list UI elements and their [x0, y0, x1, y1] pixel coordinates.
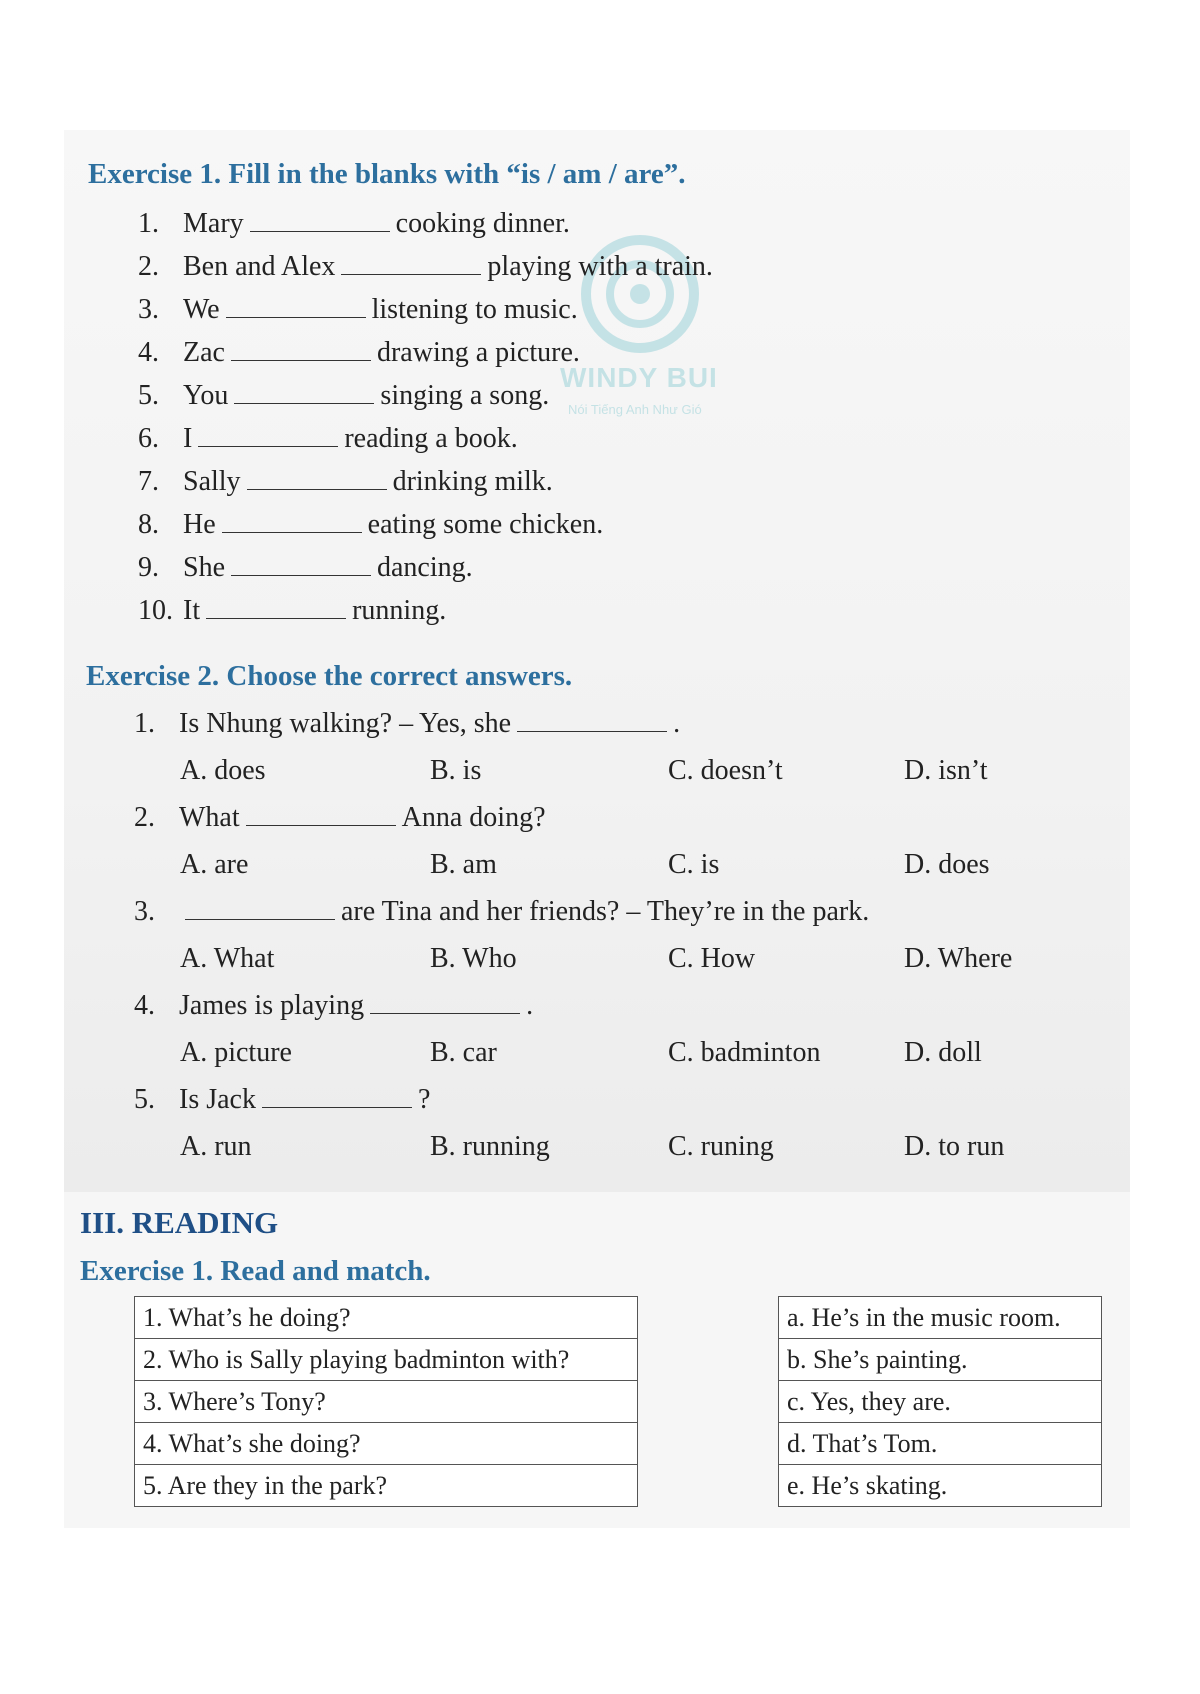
- answer-option[interactable]: C. is: [668, 849, 720, 880]
- exercise-1-item: [138, 593, 446, 629]
- exercise-2-question: [134, 894, 869, 930]
- questions-table: [134, 1296, 638, 1507]
- answer-blank[interactable]: [246, 801, 396, 826]
- question-text-after: .: [673, 708, 681, 739]
- item-text-before: I: [183, 423, 193, 454]
- exercise-1-item: [138, 464, 553, 500]
- table-row: [135, 1423, 638, 1465]
- question-text-before: Is Nhung walking? – Yes, she: [179, 708, 512, 739]
- item-text-after: drinking milk.: [392, 466, 553, 497]
- match-question-cell: 4. What’s she doing?: [135, 1423, 638, 1465]
- table-row: [779, 1423, 1102, 1465]
- question-number: 5.: [134, 1084, 155, 1115]
- item-text-before: It: [183, 595, 201, 626]
- answer-blank[interactable]: [247, 465, 387, 490]
- match-question-cell: 5. Are they in the park?: [135, 1465, 638, 1507]
- answer-option[interactable]: D. to run: [904, 1131, 1005, 1162]
- match-answer-cell: c. Yes, they are.: [779, 1381, 1102, 1423]
- item-text-after: singing a song.: [380, 380, 550, 411]
- match-question-cell: 2. Who is Sally playing badminton with?: [135, 1339, 638, 1381]
- item-number: 10.: [138, 595, 173, 626]
- item-number: 5.: [138, 380, 159, 411]
- answer-blank[interactable]: [198, 422, 338, 447]
- answer-blank[interactable]: [231, 551, 371, 576]
- answer-option[interactable]: A. are: [180, 849, 249, 880]
- item-number: 7.: [138, 466, 159, 497]
- answer-blank[interactable]: [517, 707, 667, 732]
- exercise-1-item: [138, 550, 473, 586]
- answer-option[interactable]: B. am: [430, 849, 497, 880]
- exercise-1-item: [138, 378, 549, 414]
- table-row: [779, 1381, 1102, 1423]
- answer-option[interactable]: A. run: [180, 1131, 252, 1162]
- exercise-1-item: [138, 292, 578, 328]
- item-text-before: Ben and Alex: [183, 251, 336, 282]
- item-number: 8.: [138, 509, 159, 540]
- question-text-after: .: [526, 990, 534, 1021]
- question-text-before: Is Jack: [179, 1084, 256, 1115]
- table-row: [779, 1339, 1102, 1381]
- watermark-brand: WINDY BUI: [560, 362, 718, 393]
- item-number: 4.: [138, 337, 159, 368]
- question-number: 3.: [134, 896, 155, 927]
- answers-table: [778, 1296, 1102, 1507]
- question-text-before: What: [179, 802, 240, 833]
- item-text-before: She: [183, 552, 225, 583]
- item-number: 2.: [138, 251, 159, 282]
- match-answer-cell: d. That’s Tom.: [779, 1423, 1102, 1465]
- exercise-1-item: [138, 335, 580, 371]
- item-number: 1.: [138, 208, 159, 239]
- answer-option[interactable]: A. picture: [180, 1037, 292, 1068]
- answer-option[interactable]: B. Who: [430, 943, 517, 974]
- item-text-after: reading a book.: [344, 423, 518, 454]
- item-text-before: You: [183, 380, 229, 411]
- match-answer-cell: b. She’s painting.: [779, 1339, 1102, 1381]
- table-row: [135, 1465, 638, 1507]
- answer-option[interactable]: C. badminton: [668, 1037, 821, 1068]
- answer-blank[interactable]: [206, 594, 346, 619]
- item-number: 3.: [138, 294, 159, 325]
- item-number: 6.: [138, 423, 159, 454]
- question-number: 4.: [134, 990, 155, 1021]
- answer-option[interactable]: C. runing: [668, 1131, 774, 1162]
- reading-exercise-title: Exercise 1. Read and match.: [80, 1255, 431, 1287]
- question-text-before: James is playing: [179, 990, 365, 1021]
- exercise-1-item: [138, 507, 603, 543]
- item-text-after: playing with a train.: [487, 251, 713, 282]
- exercise-2-question: [134, 706, 680, 742]
- watermark-tagline: Nói Tiếng Anh Như Gió: [568, 402, 702, 417]
- match-answer-cell: e. He’s skating.: [779, 1465, 1102, 1507]
- exercise-1-item: [138, 206, 570, 242]
- answer-option[interactable]: D. doll: [904, 1037, 982, 1068]
- exercise-2-question: [134, 1082, 430, 1118]
- item-text-before: We: [183, 294, 220, 325]
- table-row: [779, 1465, 1102, 1507]
- table-row: [135, 1381, 638, 1423]
- match-question-cell: 1. What’s he doing?: [135, 1297, 638, 1339]
- item-text-after: running.: [352, 595, 447, 626]
- answer-option[interactable]: B. car: [430, 1037, 497, 1068]
- answer-blank[interactable]: [222, 508, 362, 533]
- exercise-2-question: [134, 988, 533, 1024]
- answer-blank[interactable]: [185, 895, 335, 920]
- answer-option[interactable]: C. How: [668, 943, 756, 974]
- answer-blank[interactable]: [234, 379, 374, 404]
- table-row: [779, 1297, 1102, 1339]
- item-text-after: dancing.: [377, 552, 473, 583]
- answer-option[interactable]: D. does: [904, 849, 990, 880]
- exercise-1-item: [138, 421, 518, 457]
- question-number: 1.: [134, 708, 155, 739]
- answer-blank[interactable]: [341, 250, 481, 275]
- question-number: 2.: [134, 802, 155, 833]
- answer-blank[interactable]: [262, 1083, 412, 1108]
- answer-option[interactable]: D. isn’t: [904, 755, 988, 786]
- item-text-after: eating some chicken.: [367, 509, 604, 540]
- item-text-before: Zac: [183, 337, 225, 368]
- match-question-cell: 3. Where’s Tony?: [135, 1381, 638, 1423]
- table-row: [135, 1297, 638, 1339]
- answer-blank[interactable]: [231, 336, 371, 361]
- answer-option[interactable]: B. running: [430, 1131, 550, 1162]
- item-text-after: drawing a picture.: [376, 337, 580, 368]
- match-answer-cell: a. He’s in the music room.: [779, 1297, 1102, 1339]
- question-text-after: are Tina and her friends? – They’re in the park.: [341, 896, 870, 927]
- table-row: [135, 1339, 638, 1381]
- exercise-2-title: Exercise 2. Choose the correct answers.: [86, 660, 573, 692]
- answer-option[interactable]: D. Where: [904, 943, 1013, 974]
- question-text-after: Anna doing?: [401, 802, 546, 833]
- answer-option[interactable]: B. is: [430, 755, 482, 786]
- exercise-1-title: Exercise 1. Fill in the blanks with “is / am / are”.: [88, 158, 686, 190]
- item-text-before: He: [183, 509, 216, 540]
- item-text-before: Mary: [183, 208, 244, 239]
- answer-blank[interactable]: [226, 293, 366, 318]
- item-text-after: listening to music.: [371, 294, 578, 325]
- answer-blank[interactable]: [250, 207, 390, 232]
- exercise-2-question: [134, 800, 546, 836]
- answer-option[interactable]: A. What: [180, 943, 275, 974]
- answer-blank[interactable]: [370, 989, 520, 1014]
- item-number: 9.: [138, 552, 159, 583]
- question-text-after: ?: [417, 1084, 431, 1115]
- answer-option[interactable]: A. does: [180, 755, 266, 786]
- item-text-before: Sally: [183, 466, 241, 497]
- item-text-after: cooking dinner.: [395, 208, 570, 239]
- reading-section-title: III. READING: [80, 1205, 279, 1240]
- exercise-1-item: [138, 249, 713, 285]
- answer-option[interactable]: C. doesn’t: [668, 755, 783, 786]
